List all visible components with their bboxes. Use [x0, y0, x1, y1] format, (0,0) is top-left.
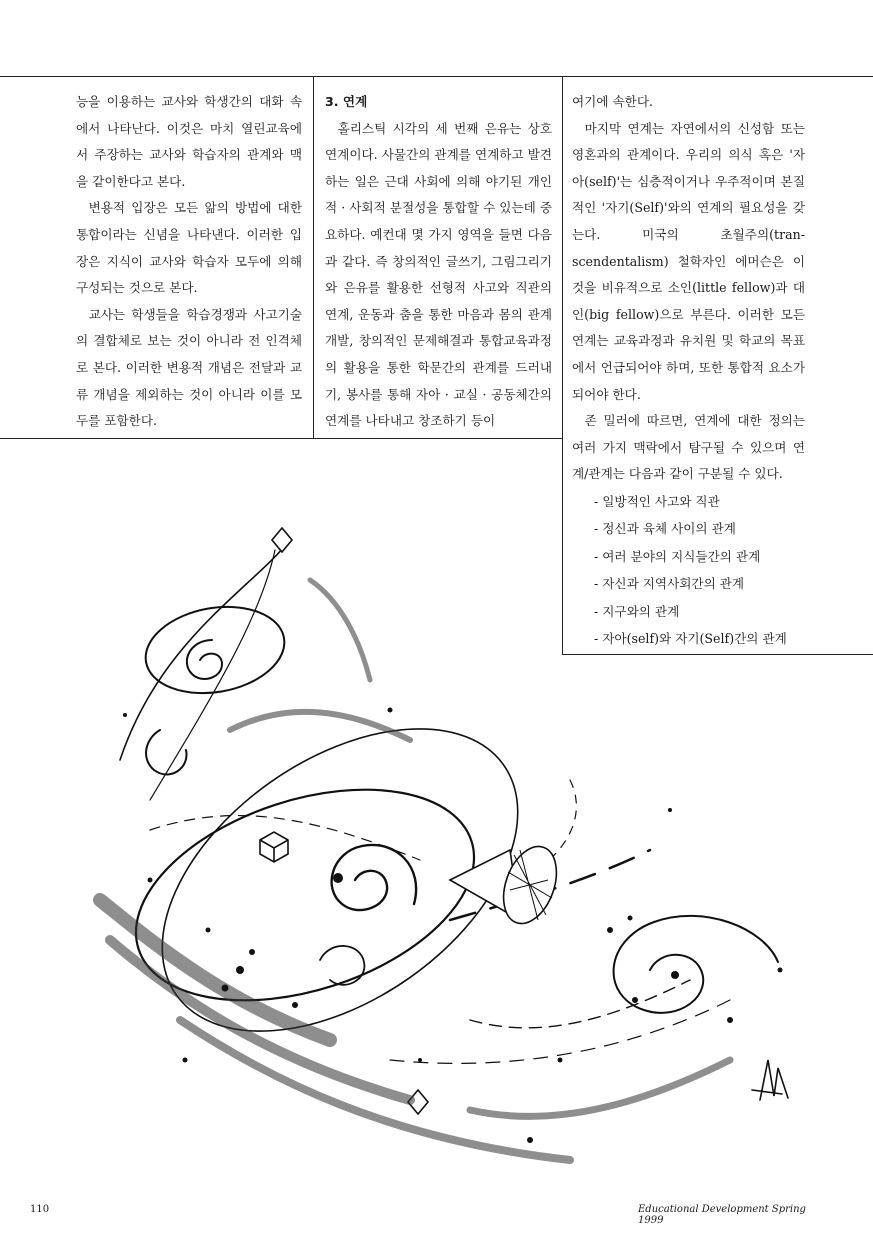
column3-paragraph-1: 여기에 속한다.	[572, 94, 653, 109]
section-heading: 3. 연계	[325, 94, 368, 109]
cosmic-illustration	[90, 500, 820, 1190]
list-item: - 자신과 지역사회간의 관계	[594, 576, 745, 592]
column-divider-1	[313, 76, 314, 438]
column3-paragraph-2: 마지막 연계는 자연에서의 신성함 또는 영혼과의 관계이다. 우리의 의식 혹은 '자아(self)'는 심층적이거나 우주적이며 본질적인 '자기(Self)'와의 연계의 필요성을 갖는다. 미국의 초월주의(tran-scendentalism) 철학자인 에머슨은 이 것을 비유적으로 소인(little fellow)과 대인(big fellow)으로 부른다. 이러한 모든 연계는 교육과정과 유치원 및 학교의 목표에서 언급되어야 하며, 또한 통합적 요소가 되어야 한다.	[572, 120, 805, 402]
list-item: - 일방적인 사고와 직관	[594, 493, 720, 509]
list-item: - 여러 분야의 지식들간의 관계	[594, 548, 761, 564]
column2-paragraph-1: 홀리스틱 시각의 세 번째 은유는 상호연계이다. 사물간의 관계를 연계하고 발견하는 일은 근대 사회에 의해 야기된 개인적 · 사회적 분절성을 통합할 수 있는데 중요하다. 예컨대 몇 가지 영역을 들면 다음과 같다. 즉 창의적인 글쓰기, 그림그리기와 은유를 활용한 선형적 사고와 직관의 연계, 운동과 춤을 통한 마음과 몸의 관계 개발, 창의적인 문제해결과 통합교육과정의 활용을 통한 학문간의 관계를 드러내기, 봉사를 통해 자아 · 교실 · 공동체간의 연계를 나타내고 창조하기 등이	[325, 120, 552, 429]
top-rule	[0, 76, 873, 77]
column-1	[76, 89, 302, 435]
list-item: - 지구와의 관계	[594, 603, 680, 619]
publication-footer: Educational Development Spring 1999	[638, 1204, 806, 1226]
column1-paragraph-1: 능을 이용하는 교사와 학생간의 대화 속에서 나타난다. 이것은 마치 열린교육에서 주장하는 교사와 학습자의 관계와 맥을 같이한다고 본다.	[76, 94, 302, 189]
column1-paragraph-3: 교사는 학생들을 학습경쟁과 사고기술의 결합체로 보는 것이 아니라 전 인격체로 본다. 이러한 변용적 개념은 전달과 교류 개념을 제외하는 것이 아니라 이를 모두를 포함한다.	[76, 306, 302, 429]
column1-paragraph-2: 변용적 입장은 모든 앎의 방법에 대한 통합이라는 신념을 나타낸다. 이러한 입장은 지식이 교사와 학습자 모두에 의해 구성되는 것으로 본다.	[76, 200, 302, 296]
text-block-bottom-rule	[0, 438, 563, 439]
page-number: 110	[30, 1204, 50, 1215]
column-2	[325, 89, 552, 435]
list-item: - 정신과 육체 사이의 관계	[594, 521, 736, 537]
column3-paragraph-3: 존 밀러에 따르면, 연계에 대한 정의는 여러 가지 맥락에서 탐구될 수 있으며 연계/관계는 다음과 같이 구분될 수 있다.	[572, 413, 805, 482]
list-item: - 자아(self)와 자기(Self)간의 관계	[594, 631, 787, 647]
